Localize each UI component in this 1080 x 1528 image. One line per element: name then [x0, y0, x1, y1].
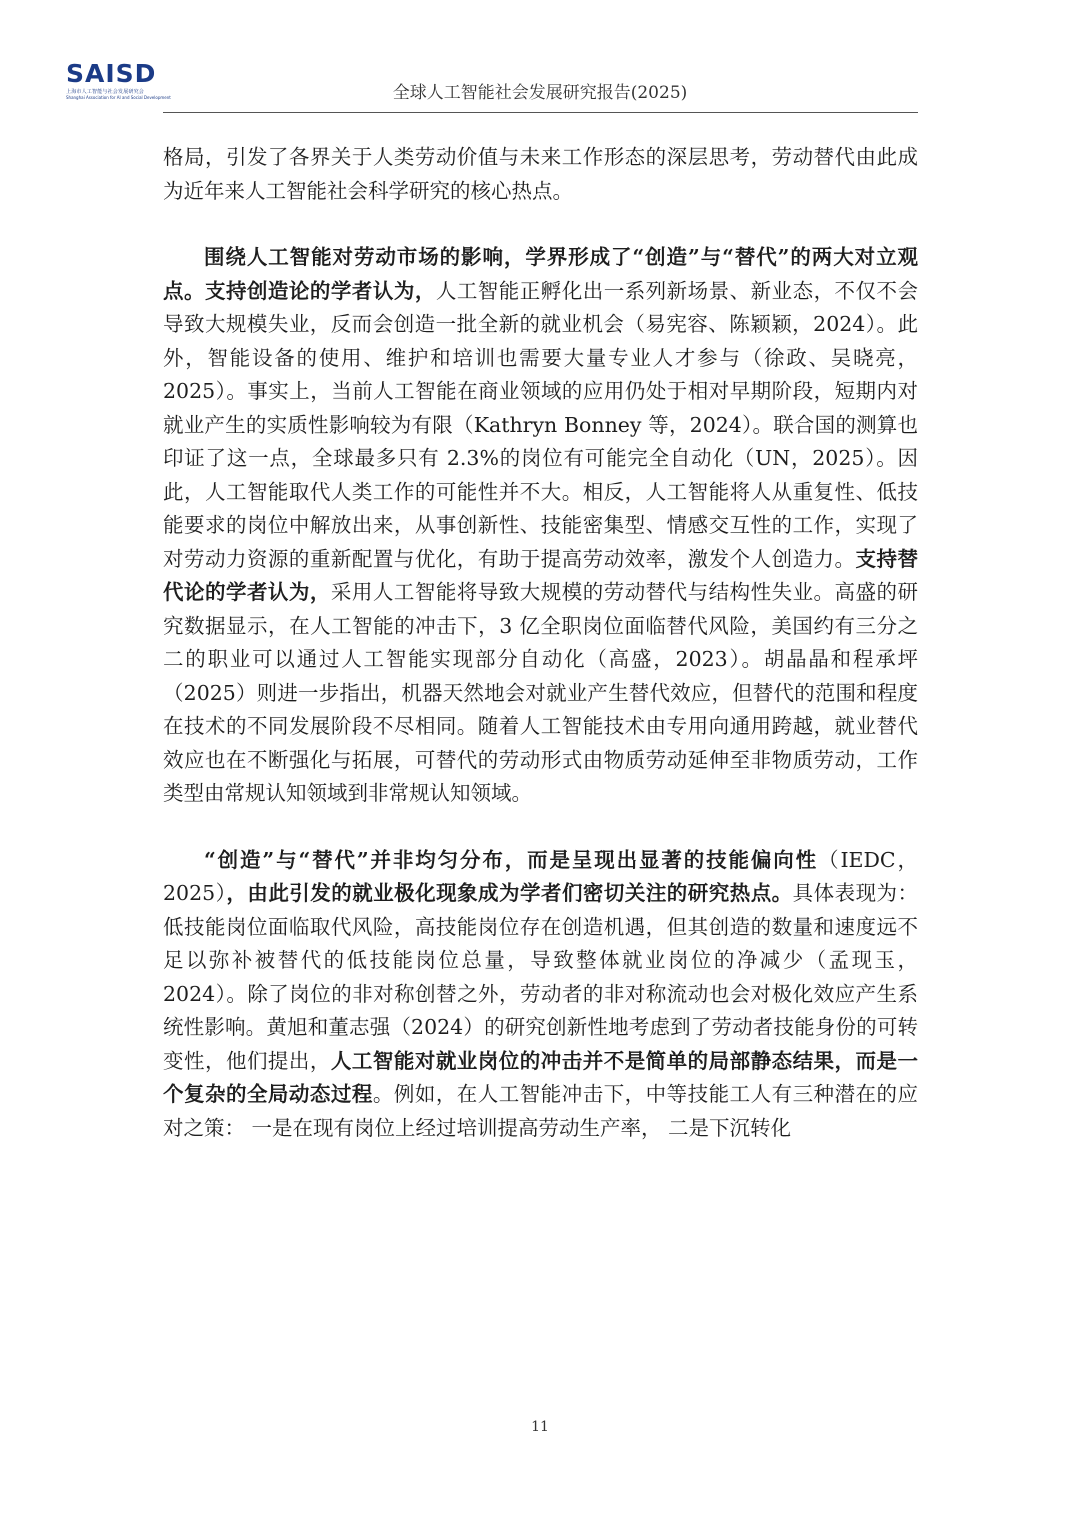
paragraph-text: （IEDC，2025）: [163, 847, 918, 905]
logo-text-en: Shanghai Association for AI and Social Development: [66, 95, 171, 100]
paragraph-text: 人工智能正孵化出一系列新场景、新业态，不仅不会导致大规模失业，反而会创造一批全新的就业机会（易宪容、陈颖颖，2024）。此外，智能设备的使用、维护和培训也需要大量专业人才参与（徐政、吴晓亮，2025）。事实上，当前人工智能在商业领域的应用仍处于相对早期阶段，短期内对就业产生的实质性影响较为有限（Kathryn Bonney 等，2024）。联合国的测算也印证了这一点，全球最多只有 2.3%的岗位有可能完全自动化（UN，2025）。因此，人工智能取代人类工作的可能性并不大。相反，人工智能将人从重复性、低技能要求的岗位中解放出来，从事创新性、技能密集型、情感交互性的工作，实现了对劳动力资源的重新配置与优化，有助于提高劳动效率，激发个人创造力。: [163, 278, 919, 571]
body-paragraph: [163, 141, 918, 208]
paragraph-text: 具体表现为：低技能岗位面临取代风险，高技能岗位存在创造机遇，但其创造的数量和速度远不足以弥补被替代的低技能岗位总量，导致整体就业岗位的净减少（孟现玉，2024）。除了岗位的非对称创替之外，劳动者的非对称流动也会对极化效应产生系统性影响。黄旭和董志强（2024）的研究创新性地考虑到了劳动者技能身份的可转变性，他们提出，: [163, 881, 919, 1073]
paragraph-text: 。例如，在人工智能冲击下，中等技能工人有三种潜在的应对之策： 一是在现有岗位上经过培训提高劳动生产率， 二是下沉转化: [163, 1082, 919, 1140]
report-title: 全球人工智能社会发展研究报告(2025): [392, 83, 688, 103]
header-divider: [163, 112, 918, 113]
emphasized-text: “创造”与“替代”并非均匀分布，而是呈现出显著的技能偏向性: [204, 847, 819, 872]
report-body: [163, 141, 918, 1145]
emphasized-text: ，由此引发的就业极化现象成为学者们密切关注的研究热点。: [226, 881, 793, 905]
emphasized-text: 围绕人工智能对劳动市场的影响，学界形成了“创造”与“替代”的两大对立观点。支持创造论的学者认为，: [163, 245, 918, 303]
emphasized-text: 支持替代论的学者认为，: [163, 546, 919, 604]
association-logo: [66, 59, 171, 102]
body-paragraph: [163, 844, 918, 1146]
body-paragraph: [163, 241, 918, 811]
paragraph-text: 采用人工智能将导致大规模的劳动替代与结构性失业。高盛的研究数据显示，在人工智能的冲击下，3 亿全职岗位面临替代风险，美国约有三分之二的职业可以通过人工智能实现部分自动化（高盛，2023）。胡晶晶和程承坪（2025）则进一步指出，机器天然地会对就业产生替代效应，但替代的范围和程度在技术的不同发展阶段不尽相同。随着人工智能技术由专用向通用跨越，就业替代效应也在不断强化与拓展，可替代的劳动形式由物质劳动延伸至非物质劳动，工作类型由常规认知领域到非常规认知领域。: [163, 580, 919, 805]
emphasized-text: 人工智能对就业岗位的冲击并不是简单的局部静态结果，而是一个复杂的全局动态过程: [163, 1048, 919, 1106]
logo-mark: SAISD: [66, 59, 157, 88]
logo-text-cn: 上海市人工智能与社会发展研究会: [66, 89, 145, 95]
page-number: 11: [531, 1419, 549, 1435]
paragraph-text: 格局，引发了各界关于人类劳动价值与未来工作形态的深层思考，劳动替代由此成为近年来人工智能社会科学研究的核心热点。: [163, 145, 918, 203]
